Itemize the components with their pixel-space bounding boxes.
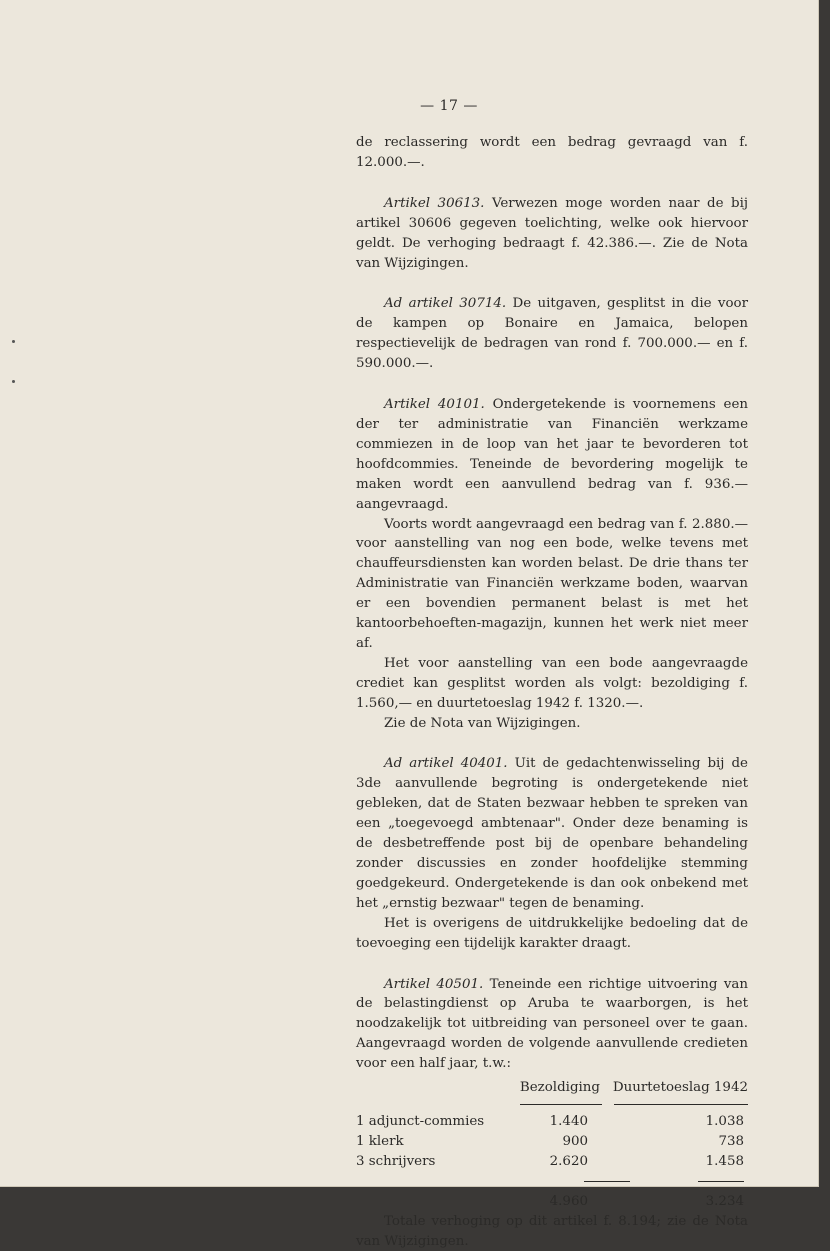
section-artikel-40501 bbox=[356, 975, 748, 1075]
binding-hole-mark bbox=[12, 340, 15, 343]
closing-paragraph: Totale verhoging op dit artikel f. 8.194; zie de Nota van Wijzigingen. bbox=[356, 1213, 748, 1249]
rule-line bbox=[520, 1104, 602, 1105]
row-salary: 1.440 bbox=[549, 1113, 588, 1129]
total-allowance: 3.234 bbox=[705, 1193, 744, 1209]
column-header-bezoldiging: Bezoldiging bbox=[519, 1080, 600, 1096]
table-row bbox=[356, 1112, 748, 1132]
row-allowance: 738 bbox=[718, 1133, 744, 1149]
binding-hole-mark bbox=[12, 380, 15, 383]
section-text: De uitgaven, gesplitst in die voor de kampen op Bonaire en Jamaica, belopen respectievelijk de bedragen van rond f. 700.000.— en f. 590.000.—. bbox=[356, 296, 748, 372]
section-paragraph: Het is overigens de uitdrukkelijke bedoeling dat de toevoeging een tijdelijk karakter draagt. bbox=[356, 915, 748, 951]
row-allowance: 1.038 bbox=[705, 1113, 744, 1129]
section-ad-artikel-30714 bbox=[356, 294, 748, 374]
rule-line bbox=[584, 1181, 630, 1182]
section-paragraph: Het voor aanstelling van een bode aangevraagde crediet kan gesplitst worden als volgt: bezoldiging f. 1.560,— en duurtetoeslag 1942 f. 1320.—. bbox=[356, 655, 748, 711]
section-text: Uit de gedachtenwisseling bij de 3de aanvullende begroting is ondergetekende niet gebleken, dat de Staten bezwaar hebben te spreken van een „toegevoegd ambtenaar". Onder deze benaming is de desbetreffende post bij de openbare behandeling zonder discussies en zonder hoofdelijke stemming goedgekeurd. Ondergetekende is dan ook onbekend met het „ernstig bezwaar" tegen de benaming. bbox=[356, 756, 748, 911]
row-salary: 2.620 bbox=[549, 1153, 588, 1169]
article-label: Ad artikel 40401. bbox=[384, 756, 508, 772]
document-body bbox=[356, 133, 748, 1251]
section-ad-artikel-40401 bbox=[356, 754, 748, 913]
section-text: Teneinde een richtige uitvoering van de belastingdienst op Aruba te waarborgen, is het noodzakelijk tot uitbreiding van personeel over te gaan. Aangevraagd worden de volgende aanvullende credieten voor een half jaar, t.w.: bbox=[356, 976, 748, 1072]
article-label: Ad artikel 30714. bbox=[384, 296, 507, 312]
rule-line bbox=[614, 1104, 748, 1105]
page-number: — 17 — bbox=[420, 98, 478, 114]
row-allowance: 1.458 bbox=[705, 1153, 744, 1169]
total-salary: 4.960 bbox=[549, 1193, 588, 1209]
row-label: 1 klerk bbox=[356, 1133, 404, 1149]
table-row bbox=[356, 1152, 748, 1172]
sum-rule bbox=[356, 1172, 748, 1192]
row-label: 1 adjunct-commies bbox=[356, 1113, 485, 1129]
section-artikel-30613 bbox=[356, 194, 748, 274]
intro-paragraph: de reclassering wordt een bedrag gevraagd van f. 12.000.—. bbox=[356, 135, 748, 170]
rule-line bbox=[698, 1181, 744, 1182]
credit-table-header bbox=[356, 1078, 748, 1098]
section-artikel-40101 bbox=[356, 395, 748, 514]
header-rule bbox=[356, 1098, 748, 1112]
article-label: Artikel 30613. bbox=[384, 195, 485, 211]
section-text: Ondergetekende is voornemens een der ter administratie van Financiën werkzame commiezen in de loop van het jaar te bevorderen tot hoofdcommies. Teneinde de bevordering mogelijk te maken wordt een aanvullend bedrag van f. 936.— aangevraagd. bbox=[356, 397, 749, 512]
table-row bbox=[356, 1132, 748, 1152]
column-header-duurtetoeslag: Duurtetoeslag 1942 bbox=[612, 1080, 748, 1096]
row-label: 3 schrijvers bbox=[356, 1153, 436, 1169]
article-label: Artikel 40101. bbox=[384, 397, 485, 413]
section-paragraph: Voorts wordt aangevraagd een bedrag van f. 2.880.— voor aanstelling van nog een bode, welke tevens met chauffeursdiensten kan worden belast. De drie thans ter Administratie van Financiën werkzame boden, waarvan er een bovendien permanent belast is met het kantoorbehoeften-magazijn, kunnen het werk niet meer af. bbox=[356, 516, 748, 651]
article-label: Artikel 40501. bbox=[384, 976, 484, 992]
table-total-row bbox=[356, 1192, 748, 1212]
section-text: Verwezen moge worden naar de bij artikel 30606 gegeven toelichting, welke ook hiervoor geldt. De verhoging bedraagt f. 42.386.—. Zie de Nota van Wijzigingen. bbox=[356, 195, 748, 271]
row-salary: 900 bbox=[562, 1133, 588, 1149]
section-paragraph: Zie de Nota van Wijzigingen. bbox=[384, 715, 581, 731]
